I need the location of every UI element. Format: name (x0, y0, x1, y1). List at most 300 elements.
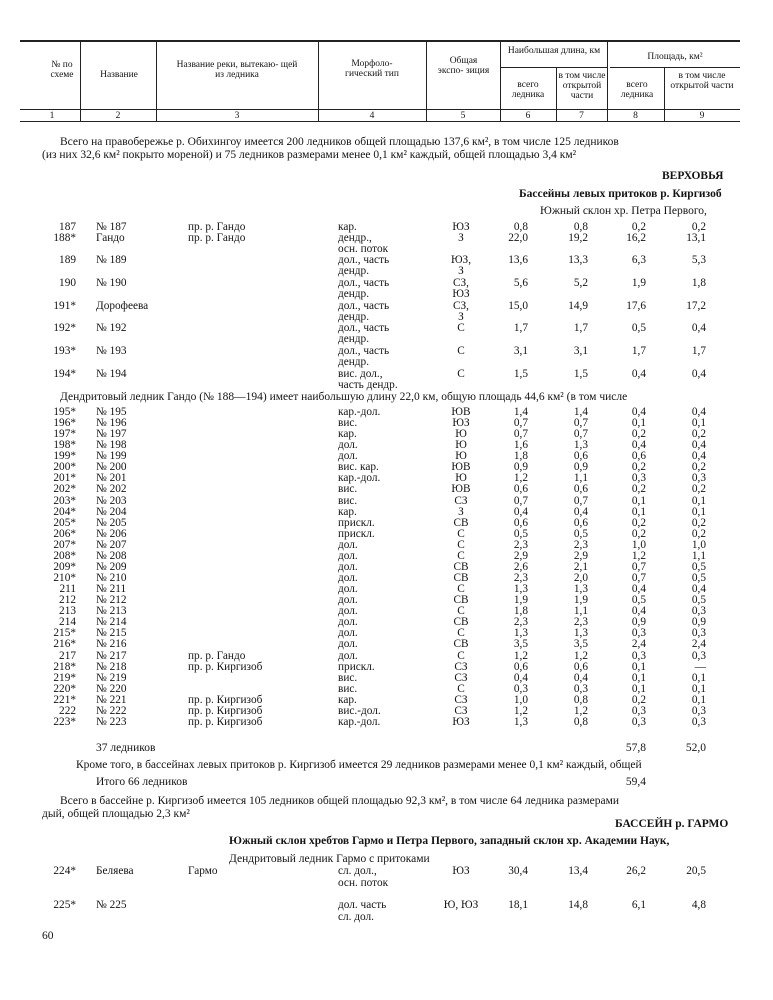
glacier-name: Дорофеева (96, 300, 149, 312)
length-total: 13,6 (508, 254, 528, 266)
morph-type: дол. (338, 594, 358, 607)
glacier-name: № 221 (96, 693, 127, 706)
morph-type: вис.-дол. (338, 704, 381, 717)
header-col-name: Название (100, 70, 138, 80)
length-open: 14,9 (568, 300, 588, 312)
exposition: ЮЗ (452, 715, 470, 728)
row-number: 211 (59, 583, 76, 596)
header-col-length-total: всего ледника (511, 80, 545, 100)
length-total: 18,1 (508, 899, 528, 911)
area-open: 0,3 (691, 704, 706, 717)
area-total: 2,4 (631, 638, 646, 651)
length-total: 0,5 (513, 527, 528, 540)
col-divider (156, 40, 157, 121)
exposition: ЮЗ (452, 417, 470, 430)
length-open: 1,4 (573, 406, 588, 418)
morph-type: дендр. (338, 333, 370, 345)
length-open: 2,3 (573, 616, 588, 629)
area-group-rule (610, 67, 740, 68)
exposition: С (457, 682, 465, 695)
column-number: 2 (115, 111, 121, 121)
row-number: 190 (59, 277, 76, 289)
page-number: 60 (42, 930, 54, 942)
morph-type: дендр. (338, 265, 370, 277)
length-open: 2,3 (573, 538, 588, 551)
length-open: 2,0 (573, 572, 588, 585)
morph-type: вис. (338, 483, 358, 496)
area-open: 0,4 (691, 406, 706, 418)
area-open: 0,5 (691, 594, 706, 607)
river-name: Гармо (188, 865, 218, 877)
glacier-name: № 198 (96, 439, 127, 452)
glacier-name: Гандо (96, 232, 125, 244)
morph-type: дендр. (338, 311, 370, 323)
area-total: 0,3 (631, 649, 646, 662)
length-open: 0,6 (573, 483, 588, 496)
length-total: 1,9 (513, 594, 528, 607)
length-open: 1,3 (573, 583, 588, 596)
area-total: 0,5 (631, 322, 646, 334)
morph-type: дол. (338, 572, 358, 585)
area-total: 0,3 (631, 472, 646, 485)
area-open: 0,1 (691, 494, 706, 507)
area-open: 0,3 (691, 472, 706, 485)
morph-type: кар.-дол. (338, 472, 381, 485)
area-open: 0,4 (691, 450, 706, 463)
glacier-name: № 201 (96, 472, 127, 485)
row-number: 188* (53, 232, 76, 244)
col-divider (318, 40, 319, 121)
length-total: 1,2 (513, 704, 528, 717)
length-open: 0,4 (573, 671, 588, 684)
morph-type: дол. (338, 560, 358, 573)
exposition: СВ (453, 594, 469, 607)
exposition: ЮВ (451, 461, 471, 474)
gando-note: Дендритовый ледник Гандо (№ 188—194) имеет наибольшую длину 22,0 км, общую площадь 44,6 км² (в том числе (60, 391, 628, 403)
area-open: 0,3 (691, 715, 706, 728)
length-group-rule (500, 67, 607, 68)
length-total: 1,5 (513, 368, 528, 380)
row-number: 212 (59, 594, 76, 607)
area-open: 0,3 (691, 605, 706, 618)
row-number: 217 (59, 649, 76, 662)
morph-type: дол., часть (338, 300, 390, 312)
morph-type: дол. (338, 627, 358, 640)
area-total: 0,4 (631, 605, 646, 618)
length-open: 1,5 (573, 368, 588, 380)
river-name: пр. р. Киргизоб (188, 660, 263, 673)
glacier-name: № 204 (96, 505, 127, 518)
morph-type: вис. (338, 671, 358, 684)
row-number: 194* (53, 368, 76, 380)
glacier-name: № 214 (96, 616, 127, 629)
area-open: 0,4 (691, 322, 706, 334)
row-number: 189 (59, 254, 76, 266)
area-total: 0,1 (631, 505, 646, 518)
row-number: 208* (53, 549, 76, 562)
area-total: 0,2 (631, 516, 646, 529)
slope-heading: Южный склон хр. Петра Первого, (540, 205, 707, 217)
length-total: 1,8 (513, 605, 528, 618)
area-open: 0,4 (691, 583, 706, 596)
area-total: 0,4 (631, 439, 646, 452)
row-number: 196* (53, 417, 76, 430)
header-col-number: № по схеме (50, 60, 74, 80)
row-number: 220* (53, 682, 76, 695)
exposition: С (457, 627, 465, 640)
area-total: 0,7 (631, 572, 646, 585)
area-total: 1,9 (631, 277, 646, 289)
row-number: 199* (53, 450, 76, 463)
row-number: 210* (53, 572, 76, 585)
length-total: 2,3 (513, 538, 528, 551)
exposition: З (458, 505, 464, 518)
column-number: 7 (579, 111, 584, 121)
length-open: 1,1 (573, 605, 588, 618)
row-number: 215* (53, 627, 76, 640)
row-number: 192* (53, 322, 76, 334)
exposition: ЮЗ, (450, 254, 472, 266)
area-total: 17,6 (626, 300, 646, 312)
length-total: 1,7 (513, 322, 528, 334)
area-total: 0,6 (631, 450, 646, 463)
col-divider (500, 40, 501, 121)
row-number: 213 (59, 605, 76, 618)
morph-type: прискл. (338, 516, 375, 529)
morph-type: кар.-дол. (338, 406, 381, 418)
header-col-morph: Морфоло- гический тип (345, 59, 399, 79)
header-mid-rule (20, 109, 740, 110)
glacier-name: № 189 (96, 254, 127, 266)
exposition: З (458, 311, 464, 323)
area-open: 5,3 (691, 254, 706, 266)
basin-summary: дый, общей площадью 2,3 км² (42, 808, 190, 820)
length-total: 1,0 (513, 693, 528, 706)
row-number: 191* (53, 300, 76, 312)
exposition: СЗ (454, 693, 468, 706)
area-total: 0,1 (631, 671, 646, 684)
length-open: 0,6 (573, 450, 588, 463)
area-total: 1,2 (631, 549, 646, 562)
exposition: ЮВ (451, 483, 471, 496)
glacier-name: № 205 (96, 516, 127, 529)
exposition: С (457, 649, 465, 662)
glacier-name: № 203 (96, 494, 127, 507)
length-open: 2,9 (573, 549, 588, 562)
area-open: 17,2 (686, 300, 706, 312)
length-total: 1,2 (513, 649, 528, 662)
area-total: 6,1 (631, 899, 646, 911)
morph-type: дол., часть (338, 254, 390, 266)
length-open: 0,9 (573, 461, 588, 474)
glacier-name: № 212 (96, 594, 127, 607)
glacier-name: № 195 (96, 406, 127, 418)
row-number: 216* (53, 638, 76, 651)
area-open: 0,2 (691, 527, 706, 540)
length-total: 15,0 (508, 300, 528, 312)
exposition: СЗ (454, 671, 468, 684)
area-open: 0,2 (691, 428, 706, 441)
exposition: С (457, 527, 465, 540)
morph-type: дол. (338, 538, 358, 551)
length-total: 0,6 (513, 483, 528, 496)
morph-type: дендр. (338, 288, 370, 300)
exposition: С (457, 322, 465, 334)
area-open: 0,5 (691, 560, 706, 573)
header-col-exposition: Общая экспо- зиция (437, 56, 490, 76)
morph-type: дол. (338, 616, 358, 629)
glacier-name: № 218 (96, 660, 127, 673)
length-total: 0,6 (513, 660, 528, 673)
length-total: 0,4 (513, 505, 528, 518)
area-total: 0,5 (631, 594, 646, 607)
glacier-name: № 209 (96, 560, 127, 573)
morph-type: дол. (338, 649, 358, 662)
header-bottom-rule (20, 121, 740, 122)
area-open: 1,1 (691, 549, 706, 562)
area-total: 0,2 (631, 461, 646, 474)
exposition: С (457, 605, 465, 618)
column-number: 9 (699, 111, 705, 121)
area-open: — (694, 660, 706, 673)
morph-type: дол. (338, 549, 358, 562)
area-total: 0,2 (631, 428, 646, 441)
exposition: Ю, ЮЗ (443, 899, 479, 911)
area-total: 0,9 (631, 616, 646, 629)
length-total: 0,7 (513, 494, 528, 507)
exposition: С (457, 549, 465, 562)
area-open: 0,3 (691, 627, 706, 640)
row-number: 198* (53, 439, 76, 452)
section-title: ВЕРХОВЬЯ (662, 170, 724, 182)
intro-text: Всего на правобережье р. Обихингоу имеется 200 ледников общей площадью 137,6 км², в том числе 125 ледников (60, 136, 619, 148)
morph-type: вис. кар. (338, 461, 379, 474)
column-number: 3 (234, 111, 240, 121)
length-total: 2,9 (513, 549, 528, 562)
river-name: пр. р. Гандо (188, 232, 246, 244)
glacier-name: № 220 (96, 682, 127, 695)
length-total: 3,1 (513, 345, 528, 357)
section-subtitle: Южный склон хребтов Гармо и Петра Первого, западный склон хр. Академии Наук, (229, 835, 670, 847)
area-total: 0,2 (631, 693, 646, 706)
area-open: 0,2 (691, 221, 706, 233)
morph-type: сл. дол., (338, 865, 377, 877)
glacier-name: № 225 (96, 899, 127, 911)
header-length-group: Наибольшая длина, км (507, 46, 601, 56)
length-total: 0,8 (513, 221, 528, 233)
length-open: 1,7 (573, 322, 588, 334)
glacier-name: № 217 (96, 649, 127, 662)
morph-type: дол. (338, 583, 358, 596)
length-total: 1,3 (513, 583, 528, 596)
glacier-name: № 219 (96, 671, 127, 684)
length-total: 22,0 (508, 232, 528, 244)
exposition: З (458, 232, 464, 244)
morph-type: осн. поток (338, 877, 389, 889)
section-subtitle: Бассейны левых притоков р. Киргизоб (519, 188, 722, 200)
length-open: 1,3 (573, 439, 588, 452)
exposition: Ю (455, 439, 467, 452)
glacier-name: № 206 (96, 527, 127, 540)
length-open: 1,2 (573, 704, 588, 717)
morph-type: осн. поток (338, 243, 389, 255)
header-col-length-open: в том числе открытой части (558, 71, 606, 101)
length-total: 1,4 (513, 406, 528, 418)
area-open: 2,4 (691, 638, 706, 651)
length-open: 0,7 (573, 417, 588, 430)
exposition: СЗ (454, 494, 468, 507)
area-open: 20,5 (686, 865, 706, 877)
length-total: 30,4 (508, 865, 528, 877)
row-number: 223* (53, 715, 76, 728)
column-number: 6 (525, 111, 531, 121)
morph-type: дол. (338, 605, 358, 618)
length-total: 1,8 (513, 450, 528, 463)
length-open: 0,7 (573, 494, 588, 507)
col-divider (607, 40, 608, 121)
exposition: ЮЗ (452, 221, 470, 233)
col-divider (80, 40, 81, 121)
length-open: 0,8 (573, 693, 588, 706)
area-total: 6,3 (631, 254, 646, 266)
area-total: 0,4 (631, 583, 646, 596)
glacier-name: № 196 (96, 417, 127, 430)
length-open: 1,9 (573, 594, 588, 607)
glacier-name: № 200 (96, 461, 127, 474)
river-name: пр. р. Киргизоб (188, 704, 263, 717)
length-open: 1,1 (573, 472, 588, 485)
exposition: СВ (453, 616, 469, 629)
glacier-name: № 215 (96, 627, 127, 640)
row-number: 195* (53, 406, 76, 418)
area-total: 0,2 (631, 221, 646, 233)
morph-type: вис. дол., (338, 368, 383, 380)
length-open: 1,2 (573, 649, 588, 662)
exposition: С (457, 345, 465, 357)
morph-type: дол., часть (338, 277, 390, 289)
glacier-name: № 190 (96, 277, 127, 289)
length-open: 13,3 (568, 254, 588, 266)
morph-type: часть дендр. (338, 379, 398, 391)
length-total: 0,6 (513, 516, 528, 529)
length-open: 0,8 (573, 221, 588, 233)
glacier-name: № 197 (96, 428, 127, 441)
area-open: 0,3 (691, 649, 706, 662)
area-total: 0,3 (631, 704, 646, 717)
length-open: 0,5 (573, 527, 588, 540)
area-open: 0,1 (691, 417, 706, 430)
length-open: 5,2 (573, 277, 588, 289)
row-number: 197* (53, 428, 76, 441)
area-open: 0,5 (691, 572, 706, 585)
length-open: 19,2 (568, 232, 588, 244)
summary-total-label: Итого 66 ледников (96, 776, 188, 788)
length-open: 0,3 (573, 682, 588, 695)
glacier-name: № 207 (96, 538, 127, 551)
length-open: 13,4 (568, 865, 588, 877)
area-total: 26,2 (626, 865, 646, 877)
row-number: 204* (53, 505, 76, 518)
length-total: 0,3 (513, 682, 528, 695)
length-total: 1,2 (513, 472, 528, 485)
row-number: 205* (53, 516, 76, 529)
exposition: СЗ (454, 704, 468, 717)
column-number: 4 (369, 111, 375, 121)
summary-count-label: 37 ледников (96, 742, 156, 754)
length-total: 1,3 (513, 627, 528, 640)
area-open: 0,2 (691, 516, 706, 529)
morph-type: кар. (338, 505, 357, 518)
exposition: С (457, 583, 465, 596)
morph-type: прискл. (338, 660, 375, 673)
length-total: 0,9 (513, 461, 528, 474)
exposition: Ю (455, 428, 467, 441)
area-open: 0,1 (691, 505, 706, 518)
length-open: 0,6 (573, 516, 588, 529)
exposition: ЮЗ (452, 288, 470, 300)
length-open: 14,8 (568, 899, 588, 911)
intro-text: (из них 32,6 км² покрыто мореной) и 75 ледников размерами менее 0,1 км² каждый, общей площадью 3,4 км² (42, 149, 577, 161)
length-open: 0,7 (573, 428, 588, 441)
area-total: 1,0 (631, 538, 646, 551)
area-total: 0,2 (631, 527, 646, 540)
area-total: 0,1 (631, 417, 646, 430)
row-number: 206* (53, 527, 76, 540)
area-open: 1,8 (691, 277, 706, 289)
summary-count-area-open: 52,0 (685, 742, 706, 754)
row-number: 214 (59, 616, 76, 629)
glacier-name: Беляева (96, 865, 134, 877)
length-total: 0,7 (513, 428, 528, 441)
morph-type: дол. (338, 638, 358, 651)
length-open: 3,5 (573, 638, 588, 651)
header-col-area-total: всего ледника (620, 80, 654, 100)
exposition: СВ (453, 572, 469, 585)
area-open: 4,8 (691, 899, 706, 911)
morph-type: кар. (338, 693, 357, 706)
section-title: БАССЕЙН р. ГАРМО (615, 818, 729, 830)
morph-type: дол. (338, 439, 358, 452)
summary-total-area: 59,4 (625, 776, 646, 788)
morph-type: дол. часть (338, 899, 387, 911)
glacier-name: № 216 (96, 638, 127, 651)
area-open: 0,1 (691, 682, 706, 695)
exposition: С (457, 538, 465, 551)
col-divider (426, 40, 427, 121)
length-total: 5,6 (513, 277, 528, 289)
area-open: 0,1 (691, 671, 706, 684)
length-open: 0,4 (573, 505, 588, 518)
morph-type: вис. (338, 682, 358, 695)
glacier-name: № 187 (96, 221, 127, 233)
row-number: 221* (53, 693, 76, 706)
exposition: СВ (453, 516, 469, 529)
morph-type: дендр., (338, 232, 372, 244)
area-total: 0,4 (631, 406, 646, 418)
header-top-rule (20, 40, 740, 42)
column-number: 8 (633, 111, 638, 121)
area-open: 1,0 (691, 538, 706, 551)
morph-type: сл. дол. (338, 911, 375, 923)
basin-summary: Всего в бассейне р. Киргизоб имеется 105 ледников общей площадью 92,3 км², в том числе 64 ледника размерами (60, 795, 620, 807)
river-name: пр. р. Киргизоб (188, 715, 263, 728)
row-number: 209* (53, 560, 76, 573)
length-total: 0,4 (513, 671, 528, 684)
column-number: 5 (460, 111, 466, 121)
column-number: 1 (49, 111, 55, 121)
area-total: 1,7 (631, 345, 646, 357)
area-total: 0,3 (631, 627, 646, 640)
